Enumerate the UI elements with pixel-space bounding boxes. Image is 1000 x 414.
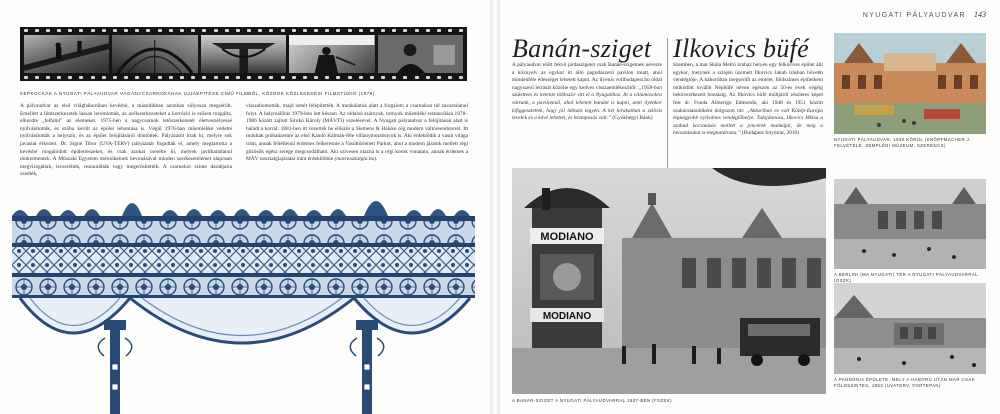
film-perforations-top <box>20 27 467 34</box>
page-number: 143 <box>974 10 986 19</box>
left-col2-text: visszabontották, majd ismét felépítették. A munkálatok alatt a forgalom a csarnokon túl zavartalanul folyt. A helyreállítás 1979-ben lett készen. Az oldalsó szárnyak, tornyok műemléki restaurálása 1978–1986 között zajlott Sirokó Károly (MÁVTI) vezetésével. A Nyugati pályaudvar a felújítások alatt is haladt a korral: 1881-ben itt vezették be először a Siemens & Halske cég modern váltóreendszerét. Itt indultak próbaüzemre az első Kandó Kálmán-féle villanymozdonyok is. Aki érdeklődik a vasút világa iránt, annak feltétlenül érdemes felkeresnie a Vasúttörténeti Parkot, ahol a modern járatok mellett régi gőzösök egész serege megcsodálható. Aki szívesen utazna is a régi korok vonatain, annak érdemes a MÁV nosztalgiajáratai iránt érdeklődnie <box>246 103 468 163</box>
photo-berlini-ter <box>834 179 986 269</box>
left-body-column-1 <box>20 103 232 179</box>
running-head-title: NYUGATI PÁLYAUDVAR <box>862 12 966 19</box>
film-frame-worker-welding <box>289 35 374 73</box>
left-col2-link: (mavnosztalgia.hu). <box>334 156 378 163</box>
right-col1-attribution: (Gyökhegyi Bánk) <box>612 115 653 122</box>
right-col1-text: A pályaudvar előtt fekvő járdaszigetet csak Banán-szigetnek nevezte a köznyelv az egykor itt álló pagodaszerű pavilon miatt, ahol mindenféle édességet lehetett kapni. Az ilyenis vollbudapest.hu oldal nagyszerű leírását közölte egy kedves visszaemlékezőtől: <box>512 62 662 91</box>
running-head <box>863 10 986 19</box>
photo-banan-sziget-1937 <box>512 168 826 394</box>
film-strip <box>20 27 467 81</box>
kiosk-sign-upper: MODIANO <box>540 231 594 243</box>
photo-pannonia-1953 <box>834 283 986 374</box>
film-frame-column-capital <box>201 35 286 73</box>
headline-ilkovics-bufe: Ilkovics büfé <box>673 34 810 63</box>
film-frame-workers-on-girder <box>24 35 109 73</box>
film-perforations-bottom <box>20 74 467 81</box>
right-col1-quote: „1958-ban születtem és hetente többször vitt el a Nyugatihoz. Itt a villamosokra vártunk, a pavilonnál, ahol lehetett banánt is kapni, amit ilyenkor kifiggesztettek, hogy jól látható legyen. A két kirakatban a szilvás levelek és a kávé lehetett, és kéztaposás volt.” <box>512 84 662 122</box>
right-body-column-1 <box>512 62 662 123</box>
caption-pannonia: A PANNÓNIA ÉPÜLETE, MELY A HÁBORÚ UTÁN MÁR CSAK FÖLDSZINTES, 1953 (UVATERV, FORTEPAN) <box>834 377 976 388</box>
left-page <box>0 0 490 414</box>
book-gutter <box>490 0 500 414</box>
right-col2-attribution: (Budapest folyóirat, 2010) <box>742 130 800 137</box>
film-caption: KÉPKOCKÁK A NYUGATI PÁLYAUDVAR VÁGÁNYCSARNOKÁNAK ÚJJÁÉPÍTÉSE CÍMŰ FILMBŐL, KÖZDOK KÖZLEKEDÉSI FILMSTÚDIÓ (1978) <box>20 91 375 96</box>
film-frame-iron-arch <box>112 35 197 73</box>
left-body-column-2 <box>246 103 468 164</box>
left-col1-text: A pályaudvar az első világháborúban kevésbé, a másodikban azonban súlyosan megsérült. Emellett a fémszerkezetek lassan leromlottak, az acélszerkezeteket a korrózió is erősen rongálta, elkezdte „felfalni” az elemeket. 1975-ben a nagycsarnok tetőszerkezetét életveszélyessé nyilvánították, és szóba került az épület lebontása is. Végül 1976-ban műemlékké védetté nyilvánították a helyszín, és az épület felújításáról döntöttek. Pályázatot írtak ki, melyre sok javaslat érkezett. Dr. Signé Tibor (UVA-TERV) pályázatát fogadták el, amely megtartotta a kevésbé rongálódott épületrészeket, és csak azokat cserélte ki, melyek javíthatatlanul tönkrementek. A Műszaki Egyetem mérnökeinek bevonásával minden szerkezetelemet alaposan megvizsgáltak, lecserélték, restaurálták vagy megerősítették. A csarnokot szinte darabjaira szedték, <box>20 103 232 178</box>
caption-berlini-ter: A BERLINI (MA NYUGATI) TÉR A NYUGATI PÁLYAUDVARRAL (OSZK) <box>834 272 978 283</box>
film-frame-man-portrait <box>378 35 463 73</box>
caption-color-postcard: NYUGATI PÁLYAUDVAR, 1930 KÖRÜL (KNÖPFMACHER J. FELVÉTELE, ZEMPLÉNI MÚZEUM, SZERENCS) <box>834 137 971 148</box>
column-divider <box>667 38 668 174</box>
right-col2-quote: „Akkoriban ez volt Közép-Európa legnagyobb nyilvános vendéglőhelye. Tulajdonosa, Ilkovics Miksa a szabad kocsmázás mellett a pincérek munkáját, de még a beosztásukat is meghatározta.” <box>673 107 823 137</box>
right-page <box>500 0 1000 414</box>
caption-main-photo: A BANÁN-SZIGET A NYUGATI PÁLYAUDVARRAL 1937-BEN (FSZEK) <box>512 398 673 403</box>
kiosk-sign-lower: MODIANO <box>542 311 592 322</box>
cast-iron-ornament-illustration <box>12 188 475 414</box>
right-body-column-2 <box>673 62 823 138</box>
photo-nyugati-color-postcard <box>834 33 986 134</box>
headline-banan-sziget: Banán-sziget <box>512 34 652 63</box>
right-col2-text: Szemben, a mai Skála Metró áruház helyén egy félkörives épület állt egykor, melynek a színjén üzemelt Ilkovics Jakab írásban bővebb vendéglője. A háborúban megsérült az emelet, földszintes épületként működött tovább Népbüfé néven egészen az 50-es évek végéig beköveztkezett bontásig. Az Ilkovics büfé múltjáról részletes képet fest dr. Fonda Almerigo Edmondo, aki 1948 és 1951 között szakácstanulóként dolgozott ott: <box>673 62 823 114</box>
